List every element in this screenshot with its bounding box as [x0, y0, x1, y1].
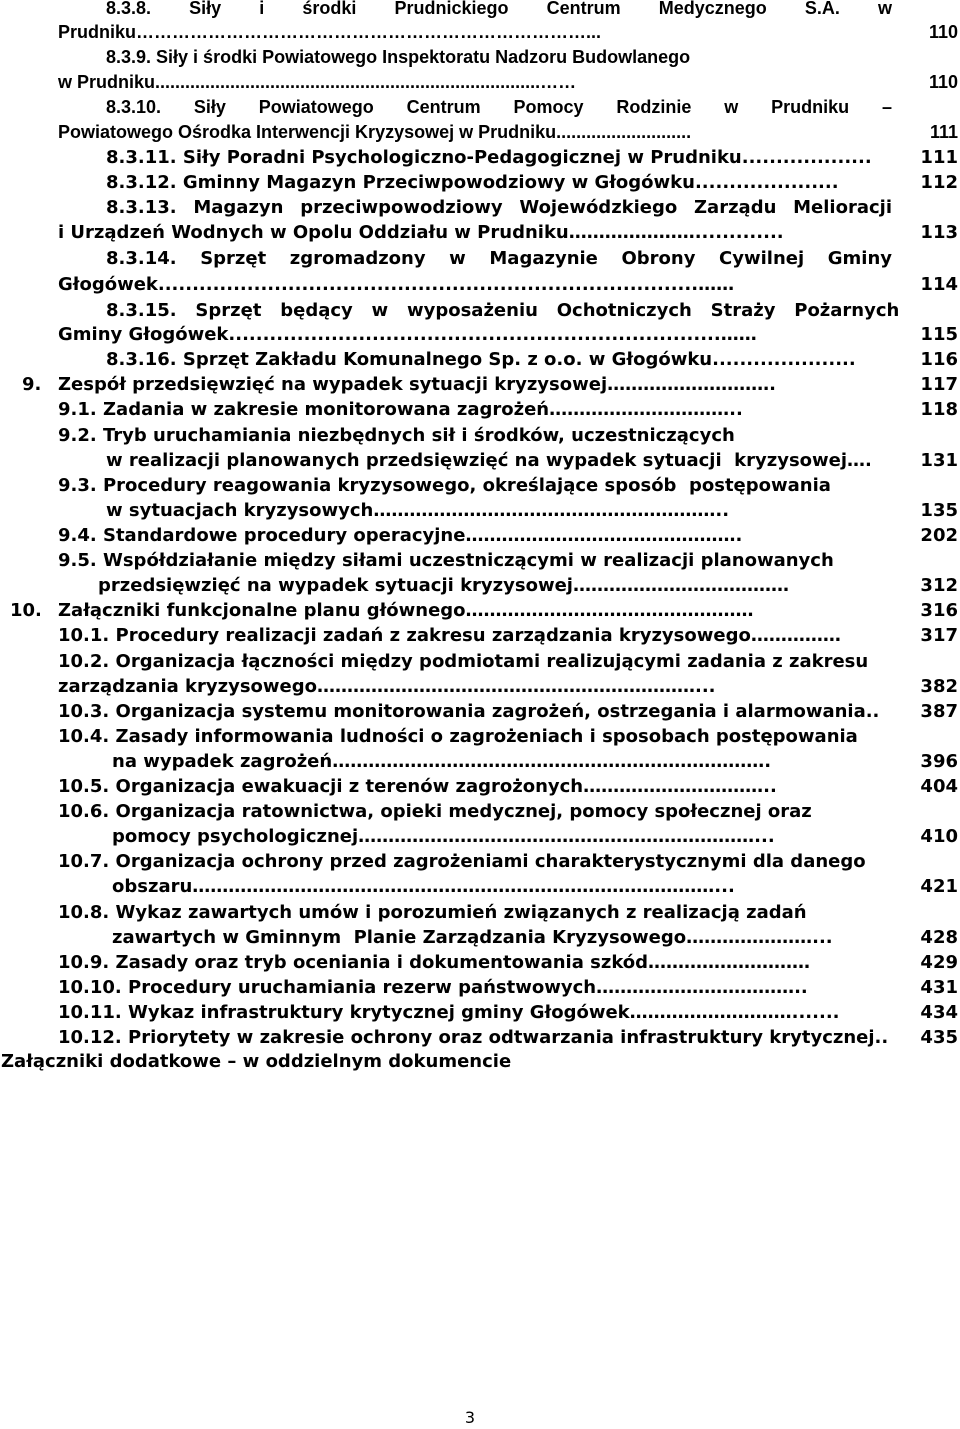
- toc-entry-8-3-13-cont[interactable]: [0, 220, 960, 245]
- toc-entry-page: 112: [920, 172, 958, 193]
- toc-entry-page: 111: [929, 122, 958, 142]
- toc-entry-8-3-14[interactable]: [0, 246, 960, 271]
- page-number: 3: [464, 1408, 476, 1427]
- toc-entry-text: 8.3.12. Gminny Magazyn Przeciwpowodziowy w Głogówku.....................: [106, 172, 839, 193]
- toc-entry-text: 8.3.9. Siły i środki Powiatowego Inspektoratu Nadzoru Budowlanego: [106, 47, 691, 67]
- toc-entry-page: 317: [920, 625, 958, 646]
- toc-entry-text: 9.2. Tryb uruchamiania niezbędnych sił i środków, uczestniczących: [58, 425, 735, 446]
- toc-entry-9-3[interactable]: [0, 473, 960, 498]
- toc-entry-text: przedsięwzięć na wypadek sytuacji kryzysowej………………………………: [98, 575, 789, 596]
- toc-entry-text: 10.1. Procedury realizacji zadań z zakresu zarządzania kryzysowego……………: [58, 625, 841, 646]
- toc-entry-10-2[interactable]: [0, 649, 960, 674]
- toc-entry-8-3-16[interactable]: [0, 347, 960, 372]
- toc-entry-10-12[interactable]: [0, 1025, 960, 1050]
- toc-entry-text: 8.3.11. Siły Poradni Psychologiczno-Pedagogicznej w Prudniku...................: [106, 147, 872, 168]
- toc-entry-page: 111: [920, 147, 958, 168]
- toc-entry-10-6[interactable]: [0, 799, 960, 824]
- toc-entry-text: 10.11. Wykaz infrastruktury krytycznej gminy Głogówek……………………….......: [58, 1002, 840, 1023]
- toc-entry-text: Powiatowego Ośrodka Interwencji Kryzysowej w Prudniku...........................: [58, 122, 692, 142]
- toc-entry-text: 9.3. Procedury reagowania kryzysowego, określające sposób postępowania: [58, 475, 831, 496]
- toc-entry-text: w Prudniku.............................................................................……: [58, 72, 577, 92]
- toc-entry-8-3-10[interactable]: [0, 95, 960, 120]
- toc-entry-10[interactable]: [0, 598, 960, 623]
- toc-entry-text: obszaru……………………………………………………………………………...: [112, 876, 735, 897]
- toc-entry-text: 10.6. Organizacja ratownictwa, opieki medycznej, pomocy społecznej oraz: [58, 801, 812, 822]
- toc-entry-text: 9.4. Standardowe procedury operacyjne……………………………………….: [58, 525, 743, 546]
- toc-entry-page: 117: [920, 374, 958, 395]
- toc-entry-8-3-10-cont[interactable]: [0, 120, 960, 145]
- toc-entry-page: 431: [920, 977, 958, 998]
- toc-entry-page: 396: [920, 751, 958, 772]
- toc-entry-10-6-cont[interactable]: [0, 824, 960, 849]
- toc-entry-page: 312: [920, 575, 958, 596]
- toc-entry-page: 114: [920, 274, 958, 295]
- toc-entry-text: w realizacji planowanych przedsięwzięć na wypadek sytuacji kryzysowej….: [106, 450, 872, 471]
- toc-entry-10-10[interactable]: [0, 975, 960, 1000]
- toc-entry-10-7-cont[interactable]: [0, 874, 960, 899]
- toc-entry-text: 8.3.10. Siły Powiatowego Centrum Pomocy Rodzinie w Prudniku –: [106, 97, 892, 117]
- toc-entry-9-2-cont[interactable]: [0, 448, 960, 473]
- toc-entry-page: 115: [920, 324, 958, 345]
- toc-entry-8-3-9[interactable]: [0, 45, 960, 70]
- toc-entry-9-5[interactable]: [0, 548, 960, 573]
- toc-entry-text: Załączniki dodatkowe – w oddzielnym dokumencie: [1, 1051, 512, 1072]
- toc-entry-9-1[interactable]: [0, 397, 960, 422]
- toc-entry-text: 9.1. Zadania w zakresie monitorowana zagrożeń…………………………..: [58, 399, 743, 420]
- toc-entry-page: 118: [920, 399, 958, 420]
- toc-entry-text: Gminy Głogówek........................................................................……: [58, 324, 757, 345]
- toc-entry-8-3-11[interactable]: [0, 145, 960, 170]
- toc-entry-10-8-cont[interactable]: [0, 925, 960, 950]
- toc-entry-text: i Urządzeń Wodnych w Opolu Oddziału w Prudniku………………….............: [58, 222, 784, 243]
- toc-entry-10-2-cont[interactable]: [0, 674, 960, 699]
- toc-entry-8-3-15-cont[interactable]: [0, 322, 960, 347]
- toc-entry-page: 387: [920, 701, 958, 722]
- toc-entry-10-3[interactable]: [0, 699, 960, 724]
- toc-entry-8-3-9-cont[interactable]: [0, 70, 960, 95]
- toc-entry-page: 131: [920, 450, 958, 471]
- toc-entry-10-4-cont[interactable]: [0, 749, 960, 774]
- toc-entry-text: zarządzania kryzysowego………………………………………………………...: [58, 676, 716, 697]
- toc-entry-10-7[interactable]: [0, 849, 960, 874]
- toc-entry-text: Prudniku…………………………………………………………………...: [58, 22, 602, 42]
- toc-entry-8-3-15[interactable]: [0, 298, 960, 323]
- toc-entry-text: 10.4. Zasady informowania ludności o zagrożeniach i sposobach postępowania: [58, 726, 858, 747]
- toc-entry-10-4[interactable]: [0, 724, 960, 749]
- toc-entry-page: 404: [920, 776, 958, 797]
- toc-entry-page: 116: [920, 349, 958, 370]
- toc-entry-10-5[interactable]: [0, 774, 960, 799]
- toc-entry-page: 434: [920, 1002, 958, 1023]
- toc-entry-text: 10.5. Organizacja ewakuacji z terenów zagrożonych…………………………..: [58, 776, 777, 797]
- toc-entry-text: Głogówek...............................................................................……: [58, 274, 735, 295]
- toc-entry-text: pomocy psychologicznej…………………………………………………………...: [112, 826, 775, 847]
- toc-entry-9-5-cont[interactable]: [0, 573, 960, 598]
- toc-entry-text: 10.3. Organizacja systemu monitorowania zagrożeń, ostrzegania i alarmowania..: [58, 701, 880, 722]
- toc-entry-page: 316: [920, 600, 958, 621]
- toc-entry-8-3-12[interactable]: [0, 170, 960, 195]
- toc-entry-9[interactable]: [0, 372, 960, 397]
- toc-entry-text: zawartych w Gminnym Planie Zarządzania Kryzysowego…………………...: [112, 927, 833, 948]
- toc-entry-page: 421: [920, 876, 958, 897]
- toc-entry-8-3-14-cont[interactable]: [0, 272, 960, 297]
- toc-entry-page: 382: [920, 676, 958, 697]
- toc-entry-text: 10.12. Priorytety w zakresie ochrony oraz odtwarzania infrastruktury krytycznej..: [58, 1027, 888, 1048]
- toc-entry-text: w sytuacjach kryzysowych…………………………………………………..: [106, 500, 730, 521]
- toc-entry-text: 9.5. Współdziałanie między siłami uczestniczącymi w realizacji planowanych: [58, 550, 834, 571]
- toc-entry-10-8[interactable]: [0, 900, 960, 925]
- toc-entry-text: Załączniki funkcjonalne planu głównego…………………………………………: [58, 600, 754, 621]
- toc-entry-text: na wypadek zagrożeń……………………………………………………………….: [112, 751, 772, 772]
- toc-entry-10-1[interactable]: [0, 623, 960, 648]
- toc-entry-text: 8.3.16. Sprzęt Zakładu Komunalnego Sp. z o.o. w Głogówku.....................: [106, 349, 856, 370]
- toc-entry-8-3-13[interactable]: [0, 195, 960, 220]
- toc-entry-text: Zespół przedsięwzięć na wypadek sytuacji kryzysowej……………………….: [58, 374, 776, 395]
- toc-entry-text: 8.3.13. Magazyn przeciwpowodziowy Wojewódzkiego Zarządu Melioracji: [106, 197, 892, 218]
- toc-entry-8-3-8-cont[interactable]: [0, 20, 960, 45]
- toc-entry-page: 410: [920, 826, 958, 847]
- toc-entry-text: 8.3.8. Siły i środki Prudnickiego Centrum Medycznego S.A. w: [106, 0, 892, 18]
- toc-entry-text: 10.10. Procedury uruchamiania rezerw państwowych……………………………..: [58, 977, 808, 998]
- toc-entry-number: 10.: [10, 600, 42, 621]
- toc-entry-additional-attachments[interactable]: [0, 1049, 960, 1074]
- toc-entry-page: 113: [920, 222, 958, 243]
- toc-entry-9-2[interactable]: [0, 423, 960, 448]
- toc-entry-8-3-8[interactable]: [0, 0, 960, 21]
- toc-entry-text: 10.2. Organizacja łączności między podmiotami realizującymi zadania z zakresu: [58, 651, 869, 672]
- toc-entry-page: 429: [920, 952, 958, 973]
- toc-entry-text: 10.9. Zasady oraz tryb oceniania i dokumentowania szkód………………………: [58, 952, 811, 973]
- toc-entry-10-9[interactable]: [0, 950, 960, 975]
- toc-entry-10-11[interactable]: [0, 1000, 960, 1025]
- toc-entry-page: 435: [920, 1027, 958, 1048]
- toc-entry-page: 110: [928, 72, 958, 92]
- toc-entry-number: 9.: [22, 374, 42, 395]
- toc-entry-9-4[interactable]: [0, 523, 960, 548]
- toc-entry-page: 428: [920, 927, 958, 948]
- toc-entry-text: 8.3.14. Sprzęt zgromadzony w Magazynie Obrony Cywilnej Gminy: [106, 248, 892, 269]
- toc-entry-page: 110: [928, 22, 958, 42]
- toc-entry-9-3-cont[interactable]: [0, 498, 960, 523]
- toc-entry-text: 10.7. Organizacja ochrony przed zagrożeniami charakterystycznymi dla danego: [58, 851, 866, 872]
- toc-entry-page: 135: [920, 500, 958, 521]
- toc-entry-page: 202: [920, 525, 958, 546]
- toc-entry-text: 8.3.15. Sprzęt będący w wyposażeniu Ochotniczych Straży Pożarnych: [106, 300, 900, 321]
- toc-entry-text: 10.8. Wykaz zawartych umów i porozumień związanych z realizacją zadań: [58, 902, 807, 923]
